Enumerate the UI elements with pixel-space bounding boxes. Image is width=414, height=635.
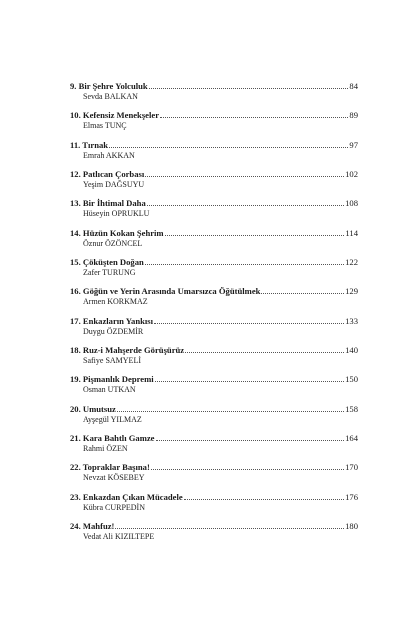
dot-leader [160, 108, 348, 118]
toc-entry-page-number: 176 [345, 491, 358, 502]
dot-leader [185, 343, 344, 353]
toc-entry-page-number: 164 [345, 433, 358, 444]
toc-entry-line [70, 79, 358, 92]
dot-leader [165, 226, 345, 236]
toc-entry-page-number: 97 [349, 139, 358, 150]
toc-entry-author: Emrah AKKAN [83, 150, 135, 160]
toc-entry-page-number: 158 [345, 403, 358, 414]
toc-entry-author: Öznur ÖZÖNCEL [83, 238, 143, 248]
dot-leader [145, 167, 344, 177]
toc-entry [70, 402, 358, 431]
toc-entry-page-number: 89 [349, 110, 358, 121]
toc-entry [70, 108, 358, 137]
toc-entry-title: 16. Göğün ve Yerin Arasında Umarsızca Öğütülmek [70, 286, 261, 297]
toc-entry-title: 23. Enkazdan Çıkan Mücadele [70, 491, 183, 502]
toc-entry-line [70, 138, 358, 151]
toc-entry [70, 196, 358, 225]
toc-entry-page-number: 108 [345, 198, 358, 209]
toc-entry-page-number: 150 [345, 374, 358, 385]
dot-leader [115, 519, 344, 529]
toc-entry-author: Vedat Ali KIZILTEPE [83, 532, 155, 542]
toc-entry-page-number: 133 [345, 315, 358, 326]
toc-entry-author: Nevzat KÖSEBEY [83, 473, 145, 483]
toc-entry [70, 167, 358, 196]
toc-entry-line [70, 226, 358, 239]
toc-entry-title: 21. Kara Bahtlı Gamze [70, 433, 155, 444]
toc-entry-title: 24. Mahfuz! [70, 521, 115, 532]
toc-entry-line [70, 431, 358, 444]
toc-entry-title: 14. Hüzün Kokan Şehrim [70, 227, 164, 238]
toc-entry [70, 343, 358, 372]
toc-entry-author: Duygu ÖZDEMİR [83, 326, 144, 336]
toc-entry-title: 13. Bir İhtimal Daha [70, 198, 146, 209]
toc-entry [70, 490, 358, 519]
dot-leader [154, 314, 344, 324]
toc-entry-author: Armen KORKMAZ [83, 297, 148, 307]
toc-entry [70, 314, 358, 343]
toc-entry-title: 17. Enkazların Yankısı [70, 315, 154, 326]
toc-entry-author: Osman UTKAN [83, 385, 136, 395]
toc-entry [70, 255, 358, 284]
dot-leader [147, 196, 344, 206]
dot-leader [145, 255, 344, 265]
dot-leader [149, 79, 349, 89]
dot-leader [184, 490, 344, 500]
toc-entry-line [70, 372, 358, 385]
toc-entry-title: 15. Çöküşten Doğan [70, 257, 144, 268]
toc-entry-line [70, 167, 358, 180]
dot-leader [155, 372, 344, 382]
toc-entry-line [70, 402, 358, 415]
dot-leader [156, 431, 345, 441]
toc-entry-title: 20. Umutsuz [70, 403, 116, 414]
toc-entry-author: Safiye SAMYELİ [83, 356, 141, 366]
toc-entry-title: 19. Pişmanlık Depremi [70, 374, 154, 385]
toc-entry-title: 22. Topraklar Başına! [70, 462, 150, 473]
toc-entry-title: 18. Ruz-i Mahşerde Görüşürüz [70, 345, 185, 356]
toc-entry-author: Ayşegül YILMAZ [83, 414, 142, 424]
toc-entry-page-number: 122 [345, 257, 358, 268]
toc-entry-page-number: 129 [345, 286, 358, 297]
toc-entry-title: 9. Bir Şehre Yolculuk [70, 81, 148, 91]
toc-entry-title: 11. Tırnak [70, 139, 109, 150]
toc-entry-author: Zafer TURUNG [83, 268, 136, 278]
toc-entry-title: 10. Kefensiz Menekşeler [70, 110, 160, 121]
toc-entry-line [70, 460, 358, 473]
toc-entry-line [70, 314, 358, 327]
toc-entry-author: Elmas TUNÇ [83, 121, 127, 131]
toc-entry-page-number: 180 [345, 521, 358, 532]
toc-entry [70, 226, 358, 255]
toc-entry-page-number: 84 [349, 81, 358, 91]
toc-entry [70, 460, 358, 489]
toc-entry-line [70, 490, 358, 503]
table-of-contents [70, 79, 358, 549]
toc-entry-title: 12. Patlıcan Çorbası [70, 169, 145, 180]
toc-entry-line [70, 519, 358, 532]
toc-entry-line [70, 196, 358, 209]
toc-entry-line [70, 343, 358, 356]
toc-entry-page-number: 140 [345, 345, 358, 356]
toc-entry-line [70, 108, 358, 121]
toc-entry [70, 284, 358, 313]
toc-entry-line [70, 255, 358, 268]
toc-entry-page-number: 102 [345, 169, 358, 180]
toc-entry [70, 79, 358, 108]
toc-entry-author: Yeşim DAĞSUYU [83, 180, 145, 190]
dot-leader [117, 402, 344, 412]
toc-entry-author: Kübra CURPEDİN [83, 502, 145, 512]
dot-leader [261, 284, 344, 294]
toc-entry-page-number: 170 [345, 462, 358, 473]
toc-entry-page-number: 114 [345, 227, 358, 238]
toc-entry-author: Sevda BALKAN [83, 92, 138, 101]
toc-entry-author: Hüseyin OPRUKLU [83, 209, 150, 219]
dot-leader [109, 138, 348, 148]
toc-entry [70, 431, 358, 460]
toc-entry [70, 519, 358, 548]
toc-entry-author: Rahmi ÖZEN [83, 444, 128, 454]
toc-entry [70, 138, 358, 167]
dot-leader [151, 460, 344, 470]
toc-entry-line [70, 284, 358, 297]
toc-entry [70, 372, 358, 401]
